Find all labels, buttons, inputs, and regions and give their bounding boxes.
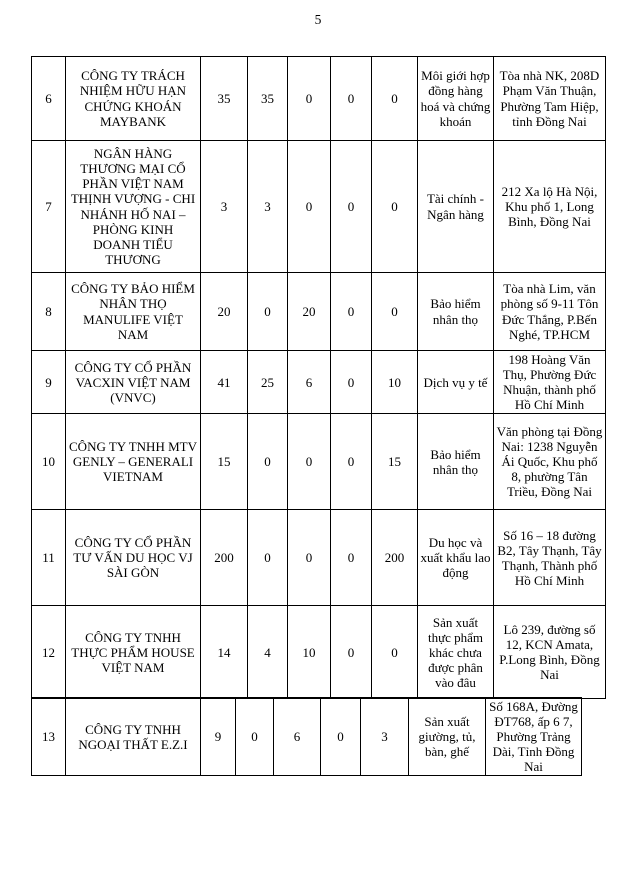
value-cell: 0 — [288, 57, 331, 141]
value-cell: 6 — [274, 698, 321, 776]
row-index-cell: 8 — [32, 273, 66, 351]
company-table — [31, 56, 606, 699]
value-cell: 35 — [201, 57, 248, 141]
address-cell: 198 Hoàng Văn Thụ, Phường Đức Nhuận, thành phố Hồ Chí Minh — [494, 351, 606, 414]
value-cell: 0 — [372, 57, 418, 141]
industry-cell: Sản xuất thực phẩm khác chưa được phân vào đâu — [418, 606, 494, 699]
row-index-cell: 6 — [32, 57, 66, 141]
row-index-cell: 7 — [32, 141, 66, 273]
address-cell: 212 Xa lộ Hà Nội, Khu phố 1, Long Bình, Đồng Nai — [494, 141, 606, 273]
company-name-cell: CÔNG TY BẢO HIỂM NHÂN THỌ MANULIFE VIỆT NAM — [66, 273, 201, 351]
company-name-cell: NGÂN HÀNG THƯƠNG MẠI CỔ PHẦN VIỆT NAM THỊNH VƯỢNG - CHI NHÁNH HỐ NAI – PHÒNG KINH DOANH TIỂU THƯƠNG — [66, 141, 201, 273]
table-row — [32, 141, 606, 273]
value-cell: 6 — [288, 351, 331, 414]
address-cell: Lô 239, đường số 12, KCN Amata, P.Long Bình, Đồng Nai — [494, 606, 606, 699]
value-cell: 0 — [331, 273, 372, 351]
industry-cell: Tài chính - Ngân hàng — [418, 141, 494, 273]
value-cell: 0 — [248, 273, 288, 351]
row-index-cell: 9 — [32, 351, 66, 414]
value-cell: 20 — [288, 273, 331, 351]
industry-cell: Sản xuất giường, tủ, bàn, ghế — [409, 698, 486, 776]
value-cell: 0 — [321, 698, 361, 776]
industry-cell: Bảo hiểm nhân thọ — [418, 414, 494, 510]
table-row — [32, 606, 606, 699]
value-cell: 0 — [372, 141, 418, 273]
address-cell: Văn phòng tại Đồng Nai: 1238 Nguyễn Ái Quốc, Khu phố 8, phường Tân Triều, Đồng Nai — [494, 414, 606, 510]
value-cell: 200 — [372, 510, 418, 606]
industry-cell: Du học và xuất khẩu lao động — [418, 510, 494, 606]
row-index-cell: 11 — [32, 510, 66, 606]
row-index-cell: 12 — [32, 606, 66, 699]
company-name-cell: CÔNG TY TNHH NGOẠI THẤT E.Z.I — [66, 698, 201, 776]
value-cell: 200 — [201, 510, 248, 606]
value-cell: 0 — [288, 510, 331, 606]
company-name-cell: CÔNG TY TNHH THỰC PHẨM HOUSE VIỆT NAM — [66, 606, 201, 699]
row-index-cell: 13 — [32, 698, 66, 776]
industry-cell: Dịch vụ y tế — [418, 351, 494, 414]
value-cell: 3 — [248, 141, 288, 273]
table-row — [32, 57, 606, 141]
value-cell: 10 — [288, 606, 331, 699]
table-row — [32, 414, 606, 510]
value-cell: 15 — [372, 414, 418, 510]
company-table-continued — [31, 697, 582, 776]
value-cell: 0 — [288, 141, 331, 273]
value-cell: 15 — [201, 414, 248, 510]
value-cell: 0 — [331, 414, 372, 510]
address-cell: Tòa nhà Lim, văn phòng số 9-11 Tôn Đức Thắng, P.Bến Nghé, TP.HCM — [494, 273, 606, 351]
value-cell: 3 — [201, 141, 248, 273]
value-cell: 0 — [331, 351, 372, 414]
company-name-cell: CÔNG TY TNHH MTV GENLY – GENERALI VIETNAM — [66, 414, 201, 510]
company-name-cell: CÔNG TY CỔ PHẦN VACXIN VIỆT NAM (VNVC) — [66, 351, 201, 414]
value-cell: 10 — [372, 351, 418, 414]
value-cell: 0 — [248, 414, 288, 510]
value-cell: 3 — [361, 698, 409, 776]
company-name-cell: CÔNG TY CỔ PHẦN TƯ VẤN DU HỌC VJ SÀI GÒN — [66, 510, 201, 606]
value-cell: 4 — [248, 606, 288, 699]
page-number: 5 — [314, 12, 322, 27]
value-cell: 25 — [248, 351, 288, 414]
table-row — [32, 510, 606, 606]
value-cell: 20 — [201, 273, 248, 351]
value-cell: 0 — [372, 606, 418, 699]
company-name-cell: CÔNG TY TRÁCH NHIỆM HỮU HẠN CHỨNG KHOÁN MAYBANK — [66, 57, 201, 141]
address-cell: Số 168A, Đường ĐT768, ấp 6 7, Phường Trảng Dài, Tỉnh Đồng Nai — [486, 698, 582, 776]
value-cell: 41 — [201, 351, 248, 414]
industry-cell: Bảo hiểm nhân thọ — [418, 273, 494, 351]
value-cell: 9 — [201, 698, 236, 776]
address-cell: Số 16 – 18 đường B2, Tây Thạnh, Tây Thạnh, Thành phố Hồ Chí Minh — [494, 510, 606, 606]
value-cell: 0 — [331, 606, 372, 699]
industry-cell: Môi giới hợp đồng hàng hoá và chứng khoán — [418, 57, 494, 141]
table-row — [32, 698, 582, 776]
value-cell: 14 — [201, 606, 248, 699]
value-cell: 35 — [248, 57, 288, 141]
value-cell: 0 — [331, 510, 372, 606]
value-cell: 0 — [288, 414, 331, 510]
value-cell: 0 — [331, 57, 372, 141]
value-cell: 0 — [248, 510, 288, 606]
table-row — [32, 273, 606, 351]
table-row — [32, 351, 606, 414]
value-cell: 0 — [236, 698, 274, 776]
row-index-cell: 10 — [32, 414, 66, 510]
value-cell: 0 — [372, 273, 418, 351]
address-cell: Tòa nhà NK, 208D Phạm Văn Thuận, Phường Tam Hiệp, tỉnh Đồng Nai — [494, 57, 606, 141]
value-cell: 0 — [331, 141, 372, 273]
